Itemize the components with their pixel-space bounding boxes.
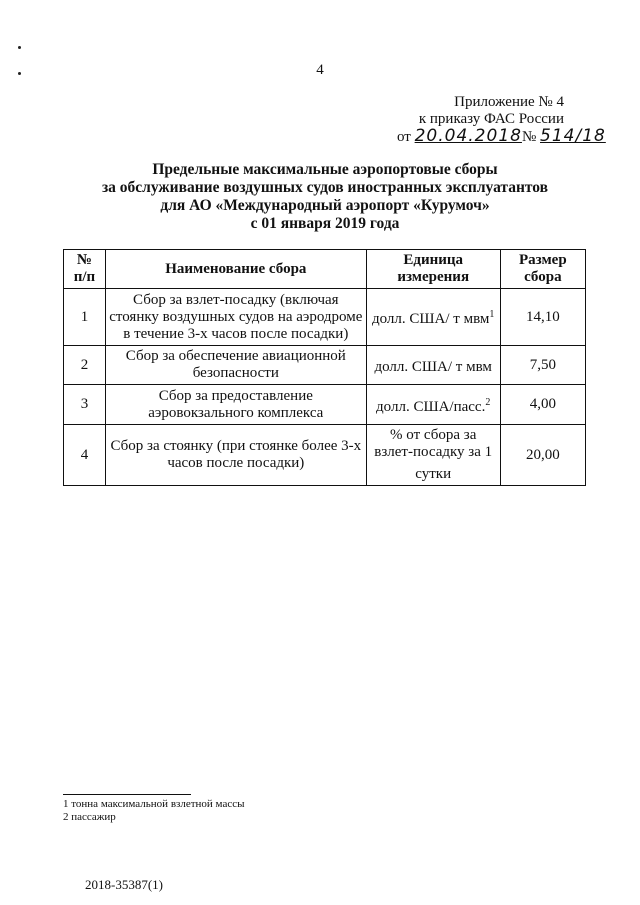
footnote-1: 1 тонна максимальной взлетной массы bbox=[63, 798, 245, 810]
header-number bbox=[64, 250, 106, 289]
table-row bbox=[64, 425, 586, 486]
header-unit-line1: Единица bbox=[403, 252, 464, 268]
header-unit-line2: измерения bbox=[397, 269, 470, 285]
row-number: 1 bbox=[64, 289, 106, 346]
title-line3: для АО «Международный аэропорт «Курумоч» bbox=[160, 197, 490, 214]
scan-mark-top bbox=[18, 46, 21, 49]
row-unit bbox=[366, 425, 500, 486]
header-size-line1: Размер bbox=[518, 252, 567, 268]
header-size bbox=[500, 250, 585, 289]
row-size: 14,10 bbox=[500, 289, 585, 346]
appendix-line1: Приложение № 4 bbox=[454, 94, 564, 110]
row-number: 3 bbox=[64, 385, 106, 425]
handwritten-date: 20.04.2018 bbox=[414, 126, 522, 146]
footnotes bbox=[63, 798, 244, 824]
table-header-row bbox=[64, 250, 586, 289]
row-unit-text: долл. США/ т мвм bbox=[374, 359, 492, 375]
footnote-ref: 1 bbox=[489, 309, 495, 320]
page-number: 4 bbox=[316, 62, 324, 78]
title-line2: за обслуживание воздушных судов иностранных эксплуатантов bbox=[101, 179, 549, 196]
row-unit-text: долл. США/пасс. bbox=[376, 398, 486, 415]
footnote-ref: 2 bbox=[485, 396, 491, 408]
footnote-divider bbox=[63, 794, 191, 795]
title-line4: с 01 января 2019 года bbox=[250, 215, 400, 232]
table-row bbox=[64, 346, 586, 385]
row-fee-name: Сбор за обеспечение авиационной безопасности bbox=[105, 346, 366, 385]
title-line1: Предельные максимальные аэропортовые сборы bbox=[152, 161, 498, 178]
footnote-2: 2 пассажир bbox=[63, 811, 116, 823]
date-prefix: от bbox=[397, 129, 411, 145]
header-unit bbox=[366, 250, 500, 289]
fees-table bbox=[63, 249, 586, 486]
header-number-line2: п/п bbox=[73, 269, 96, 285]
row-fee-name: Сбор за взлет-посадку (включая стоянку воздушных судов на аэродроме в течение 3-х часов после посадки) bbox=[105, 289, 366, 346]
document-code: 2018-35387(1) bbox=[85, 877, 163, 892]
header-size-line2: сбора bbox=[524, 269, 562, 285]
row-unit-text: % от сбора за взлет-посадку за 1 сутки bbox=[374, 427, 493, 482]
order-date-line bbox=[397, 126, 606, 146]
row-size: 7,50 bbox=[500, 346, 585, 385]
handwritten-number: 514/18 bbox=[540, 126, 606, 146]
appendix-line2: к приказу ФАС России bbox=[418, 111, 564, 127]
header-number-line1: № bbox=[76, 252, 92, 268]
row-size: 4,00 bbox=[500, 385, 585, 425]
row-number: 2 bbox=[64, 346, 106, 385]
row-unit bbox=[366, 289, 500, 346]
row-fee-name: Сбор за предоставление аэровокзального комплекса bbox=[105, 385, 366, 425]
row-size: 20,00 bbox=[500, 425, 585, 486]
table-row bbox=[64, 385, 586, 425]
table-row bbox=[64, 289, 586, 346]
header-name: Наименование сбора bbox=[105, 250, 366, 289]
number-prefix: № bbox=[521, 129, 537, 145]
appendix-header bbox=[360, 94, 564, 128]
row-unit bbox=[366, 346, 500, 385]
row-number: 4 bbox=[64, 425, 106, 486]
row-unit bbox=[366, 385, 500, 425]
row-fee-name: Сбор за стоянку (при стоянке более 3-х часов после посадки) bbox=[105, 425, 366, 486]
row-unit-text: долл. США/ т мвм bbox=[371, 311, 490, 327]
document-title bbox=[60, 161, 590, 233]
